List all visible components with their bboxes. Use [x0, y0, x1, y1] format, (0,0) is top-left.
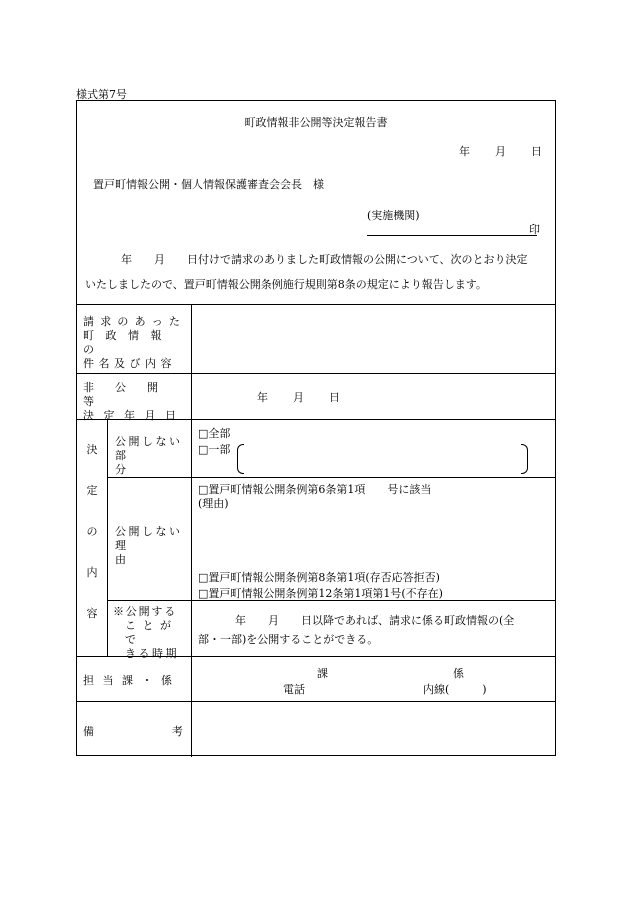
disclosable-time-line-1: 年 月 日以降であれば、請求に係る町政情報の(全 — [235, 614, 515, 627]
label-char: 容 — [86, 607, 98, 620]
label-remarks: 備考 — [83, 725, 261, 738]
label-line — [83, 329, 187, 357]
section-label: 課 — [317, 667, 328, 680]
label-decision-contents — [77, 441, 107, 621]
body-line-1: 年 月 日付けで請求のありました町政情報の公開について、次のとおり決定 — [121, 253, 528, 266]
label-char: 内 — [86, 566, 98, 579]
implementing-agency: (実施機関) — [367, 209, 420, 222]
checkbox-partial[interactable]: □一部 — [198, 443, 231, 456]
document-title: 町政情報非公開等決定報告書 — [244, 116, 388, 129]
label-line: ※公開する — [113, 605, 177, 618]
subsection-label: 係 — [453, 667, 464, 680]
label-person-in-charge: 担当課・係 — [83, 674, 181, 687]
label-undisclosed-reason — [115, 525, 187, 567]
reason-detail-label: (理由) — [198, 497, 229, 510]
addressee: 置戸町情報公開・個人情報保護審査会会長 様 — [93, 178, 324, 191]
checkbox-all[interactable]: □全部 — [198, 427, 231, 440]
label-line: ことがで — [125, 619, 178, 646]
label-line: 公開しない — [115, 435, 183, 448]
rule — [77, 304, 555, 305]
decision-day: 日 — [329, 391, 340, 404]
date-year: 年 — [459, 145, 470, 158]
label-undisclosed-part — [115, 435, 187, 477]
label-char: 決 — [86, 443, 98, 456]
report-form — [76, 100, 556, 756]
decision-month: 月 — [293, 391, 304, 404]
rule — [107, 477, 555, 478]
phone-label: 電話 — [283, 683, 305, 696]
body-line-2: いたしましたので、置戸町情報公開条例施行規則第8条の規定により報告します。 — [85, 278, 487, 291]
extension-label: 内線( ) — [423, 683, 487, 696]
rule — [77, 373, 555, 374]
decision-year: 年 — [257, 391, 268, 404]
rule — [77, 701, 555, 702]
disclosable-time-line-2: 部・一部)を公開することができる。 — [198, 633, 379, 646]
signature-line — [367, 235, 537, 236]
label-disclosable-time — [113, 605, 189, 661]
reason-article-12[interactable]: □置戸町情報公開条例第12条第1項第1号(不存在) — [198, 587, 443, 600]
rule — [107, 419, 108, 656]
label-line: 非公開等 — [83, 381, 179, 408]
bracket-right — [521, 444, 528, 474]
label-line-text: 請求のあった — [83, 315, 187, 328]
label-line: 理由 — [115, 539, 173, 566]
label-line: 部分 — [115, 449, 173, 476]
label-line: きる時期 — [125, 647, 179, 660]
label-line — [83, 315, 187, 329]
label-line: 公開しない — [115, 525, 183, 538]
date-day: 日 — [531, 145, 542, 158]
reason-article-8[interactable]: □置戸町情報公開条例第8条第1項(存否応答拒否) — [198, 571, 440, 584]
label-line-text: 町政情報の — [83, 329, 173, 356]
label-char: の — [86, 525, 98, 538]
label-char: 定 — [86, 484, 98, 497]
label-decision-date — [83, 381, 187, 423]
label-line-text: 件名及び内容 — [83, 357, 176, 370]
label-line: 決定年月日 — [83, 409, 186, 422]
label-line — [83, 357, 187, 371]
bracket-left — [237, 444, 244, 474]
label-request — [83, 315, 187, 371]
form-number: 様式第7号 — [76, 88, 127, 101]
reason-article-6[interactable]: □置戸町情報公開条例第6条第1項 号に該当 — [198, 483, 432, 496]
rule — [191, 304, 192, 757]
date-month: 月 — [495, 145, 506, 158]
seal-mark: 印 — [529, 223, 540, 236]
